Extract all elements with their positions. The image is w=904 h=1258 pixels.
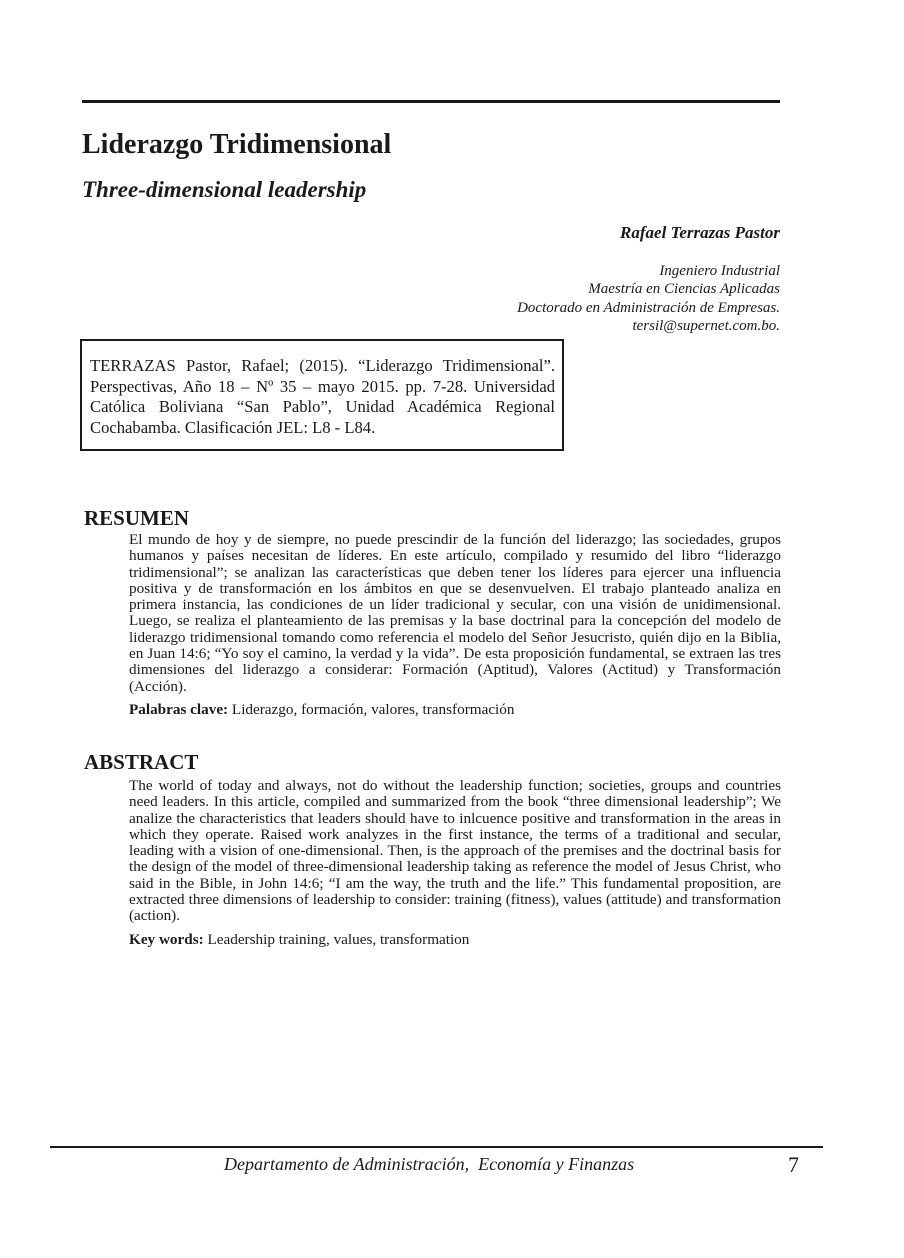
credential-doctorate: Doctorado en Administración de Empresas. (517, 299, 780, 316)
credential-masters: Maestría en Ciencias Aplicadas (588, 281, 780, 298)
author-credentials (517, 262, 780, 335)
abstract-heading: ABSTRACT (84, 750, 199, 774)
page-number: 7 (788, 1152, 799, 1177)
resumen-text: El mundo de hoy y de siempre, no puede prescindir de la función del liderazgo; las sociedades, grupos humanos y países necesitan de líderes. En este artículo, compilado y resumido del libro “liderazgo tridimensional”; se analizan las características que deben tener los líderes para ejercer una influencia positiva y de transformación en los ámbitos en que se desenvuelven. El trabajo planteado analiza en primera instancia, las condiciones de un líder tradicional y secular, con una visión de unidimensional. Luego, se realiza el planteamiento de las premisas y la base doctrinal para la concepción del modelo de liderazgo tridimensional tomando como referencia el modelo del Señor Jesucristo, quién dijo en la Biblia, en Juan 14:6; “Yo soy el camino, la verdad y la vida”. De esta proposición fundamental, se extraen las tres dimensiones del liderazgo a considerar: Formación (Aptitud), Valores (Actitud) y Transformación (Acción). (129, 531, 781, 695)
resumen-keywords-value: Liderazgo, formación, valores, transformación (231, 700, 515, 718)
author-name: Rafael Terrazas Pastor (620, 223, 780, 242)
resumen-keywords-label: Palabras clave: (129, 700, 229, 718)
article-subtitle: Three-dimensional leadership (82, 177, 367, 202)
author-email: tersil@supernet.com.bo. (632, 317, 780, 334)
abstract-keywords-label: Key words: (129, 930, 204, 948)
abstract-section (129, 778, 781, 948)
abstract-text: The world of today and always, not do without the leadership function; societies, groups and countries need leaders. In this article, compiled and summarized from the book “three dimensional leadership”; We analize the characteristics that leaders should have to inlcuence positive and transformation in the areas in which they operate. Raised work analyzes in the first instance, the terms of a traditional and secular, leading with a vision of one-dimensional. Then, is the approach of the premises and the doctrinal basis for the design of the model of three-dimensional leadership taking as reference the model of Jesus Christ, who said in the Bible, in John 14:6; “I am the way, the truth and the life.” This fundamental proposition, are extracted three dimensions of leadership to consider: training (fitness), values (attitude) and transformation (action). (129, 777, 781, 925)
resumen-section (129, 532, 781, 718)
resumen-keywords (129, 702, 781, 718)
citation-box (80, 339, 564, 451)
footer-department: Departamento de Administración, Economía y Finanzas (224, 1154, 635, 1174)
abstract-keywords-value: Leadership training, values, transformation (207, 930, 470, 948)
abstract-keywords (129, 932, 781, 948)
resumen-heading: RESUMEN (84, 506, 190, 530)
top-rule (82, 100, 780, 103)
credential-degree: Ingeniero Industrial (659, 263, 780, 279)
footer-rule (50, 1146, 823, 1148)
article-title: Liderazgo Tridimensional (82, 129, 392, 160)
citation-text: TERRAZAS Pastor, Rafael; (2015). “Liderazgo Tridimensional”. Perspectivas, Año 18 – Nº 35 – mayo 2015. pp. 7-28. Universidad Católica Boliviana “San Pablo”, Unidad Académica Regional Cochabamba. Clasificación JEL: L8 - L84. (90, 356, 555, 437)
